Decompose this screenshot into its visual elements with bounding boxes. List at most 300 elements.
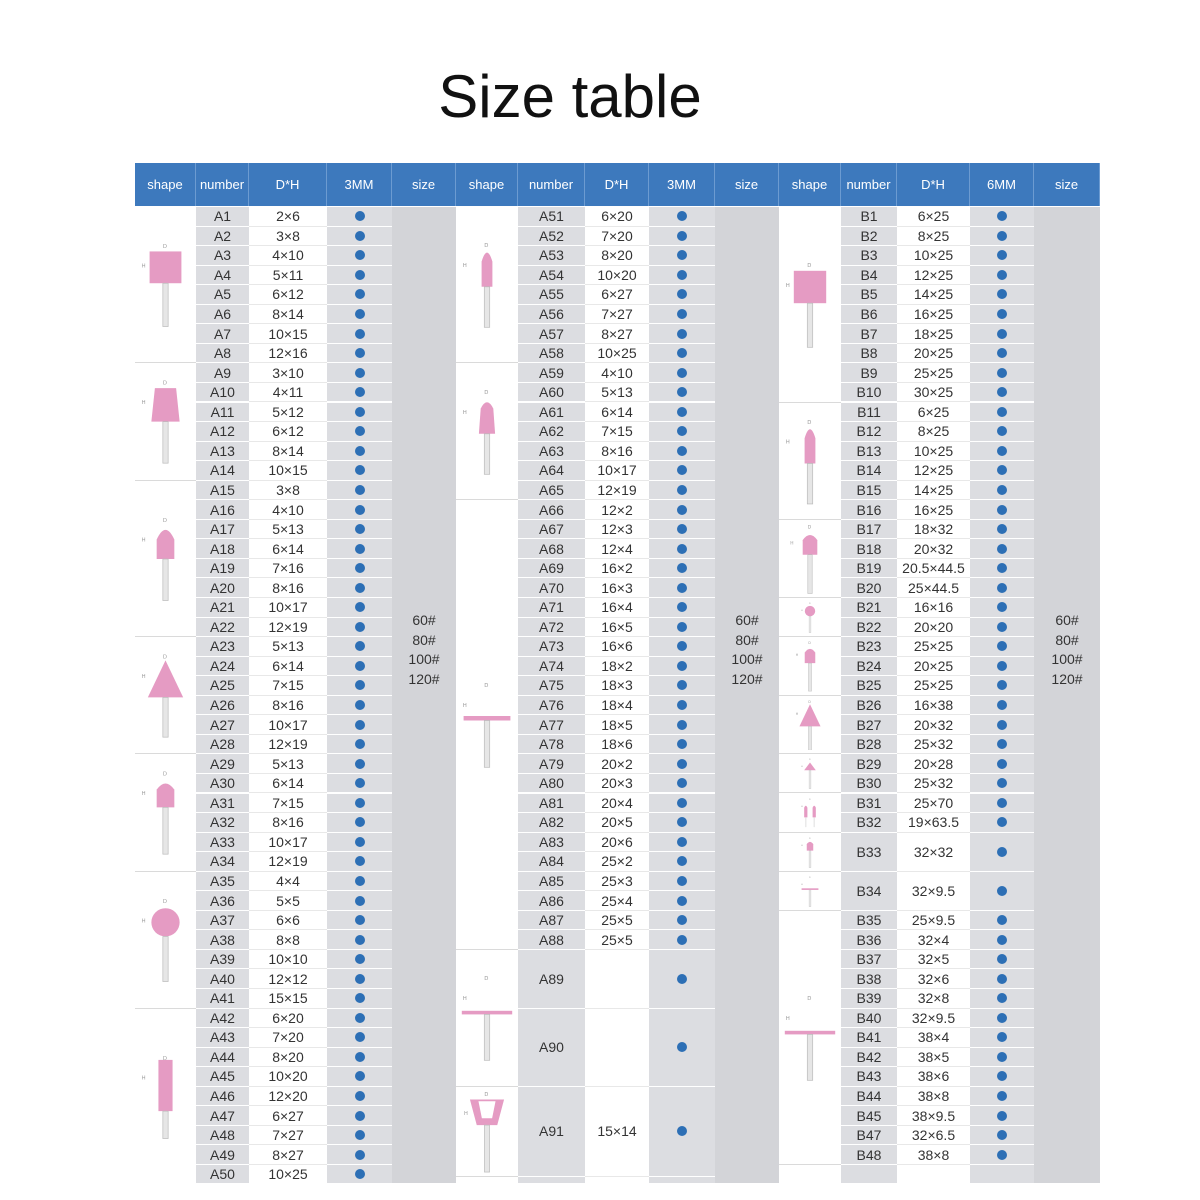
dh-cell: 16×25 (897, 305, 970, 325)
availability-cell (970, 735, 1034, 755)
empty-cell (518, 1177, 585, 1183)
availability-dot (997, 993, 1007, 1003)
availability-cell (327, 989, 392, 1009)
number-cell: A52 (518, 227, 585, 247)
dh-cell: 12×2 (585, 500, 649, 520)
dh-cell: 7×15 (249, 676, 327, 696)
svg-text:D: D (484, 243, 489, 250)
availability-cell (649, 383, 715, 403)
grit-size: 120# (408, 670, 440, 687)
availability-dot (997, 974, 1007, 984)
availability-dot (997, 485, 1007, 495)
dh-cell: 5×13 (249, 637, 327, 657)
number-cell: A36 (196, 891, 249, 911)
number-cell: B31 (841, 794, 897, 814)
dh-cell: 12×19 (249, 735, 327, 755)
grit-size: 120# (731, 670, 763, 687)
header-shank: 3MM (327, 163, 392, 206)
svg-text:H: H (801, 610, 803, 613)
header-dh: D*H (249, 163, 327, 206)
availability-dot (997, 270, 1007, 280)
availability-dot (997, 778, 1007, 788)
availability-cell (970, 1009, 1034, 1029)
availability-dot (677, 446, 687, 456)
availability-dot (355, 309, 365, 319)
availability-dot (355, 720, 365, 730)
empty-cell (779, 1165, 841, 1183)
grit-size: 80# (412, 631, 436, 648)
availability-dot (355, 798, 365, 808)
dh-cell: 5×5 (249, 891, 327, 911)
availability-dot (997, 407, 1007, 417)
dh-cell: 20×4 (585, 794, 649, 814)
grit-size: 80# (1055, 631, 1079, 648)
svg-text:D: D (809, 759, 811, 762)
number-cell: A64 (518, 461, 585, 481)
dh-cell: 12×19 (585, 481, 649, 501)
number-cell: A5 (196, 285, 249, 305)
number-cell: A68 (518, 539, 585, 559)
number-cell: B8 (841, 344, 897, 364)
svg-text:D: D (162, 654, 167, 661)
availability-cell (327, 539, 392, 559)
header-size: size (1034, 163, 1100, 206)
availability-dot (355, 505, 365, 515)
availability-dot (355, 387, 365, 397)
svg-text:D: D (162, 899, 167, 906)
dh-cell: 10×25 (897, 246, 970, 266)
svg-text:H: H (801, 805, 803, 808)
dh-cell: 10×15 (249, 324, 327, 344)
grit-size: 100# (1051, 651, 1083, 667)
availability-cell (327, 559, 392, 579)
dh-cell: 32×9.5 (897, 872, 970, 911)
ball-icon (139, 885, 192, 995)
dh-cell: 20×3 (585, 774, 649, 794)
dh-cell: 5×13 (585, 383, 649, 403)
shape-cell (135, 754, 196, 871)
svg-text:H: H (141, 263, 146, 270)
dh-cell: 18×3 (585, 676, 649, 696)
number-cell: B21 (841, 598, 897, 618)
dh-cell: 12×16 (249, 344, 327, 364)
shape-cell (135, 872, 196, 1009)
availability-cell (327, 794, 392, 814)
availability-dot (677, 465, 687, 475)
dh-cell: 8×16 (585, 442, 649, 462)
availability-cell (970, 285, 1034, 305)
number-cell: A43 (196, 1028, 249, 1048)
availability-dot (355, 837, 365, 847)
number-cell: A61 (518, 403, 585, 423)
number-cell: A45 (196, 1067, 249, 1087)
availability-cell (970, 833, 1034, 872)
number-cell: A67 (518, 520, 585, 540)
disc-icon (783, 876, 837, 907)
svg-text:H: H (141, 537, 146, 544)
number-cell: A19 (196, 559, 249, 579)
availability-dot (677, 720, 687, 730)
dome-cylinder-icon (139, 758, 192, 867)
availability-cell (649, 735, 715, 755)
availability-dot (355, 935, 365, 945)
svg-text:D: D (162, 771, 167, 778)
number-cell: A11 (196, 403, 249, 423)
dh-cell: 3×8 (249, 481, 327, 501)
availability-cell (649, 344, 715, 364)
number-cell: B34 (841, 872, 897, 911)
svg-text:D: D (809, 876, 811, 879)
availability-cell (649, 696, 715, 716)
svg-text:H: H (462, 703, 467, 710)
number-cell: A57 (518, 324, 585, 344)
availability-cell (327, 403, 392, 423)
number-cell: A90 (518, 1009, 585, 1087)
availability-dot (997, 847, 1007, 857)
number-cell: B4 (841, 266, 897, 286)
availability-cell (970, 1067, 1034, 1087)
availability-cell (327, 1106, 392, 1126)
slim-bullet-icon (460, 230, 514, 340)
dh-cell: 5×13 (249, 754, 327, 774)
dh-cell: 12×4 (585, 539, 649, 559)
cone-icon (139, 641, 192, 750)
number-cell: B44 (841, 1087, 897, 1107)
availability-cell (327, 1165, 392, 1183)
number-cell: B24 (841, 657, 897, 677)
shape-cell (135, 637, 196, 754)
dh-cell: 25×2 (585, 852, 649, 872)
availability-dot (355, 563, 365, 573)
number-cell: A26 (196, 696, 249, 716)
shape-cell (779, 598, 841, 637)
availability-dot (997, 524, 1007, 534)
dh-cell: 16×5 (585, 618, 649, 638)
shape-cell (779, 637, 841, 696)
number-cell: A16 (196, 500, 249, 520)
dh-cell: 12×25 (897, 266, 970, 286)
header-dh: D*H (585, 163, 649, 206)
availability-dot (997, 583, 1007, 593)
availability-dot (677, 1126, 687, 1136)
number-cell: A54 (518, 266, 585, 286)
number-cell: A39 (196, 950, 249, 970)
svg-text:D: D (808, 699, 811, 704)
number-cell: A81 (518, 794, 585, 814)
number-cell: A83 (518, 833, 585, 853)
availability-cell (649, 539, 715, 559)
number-cell: A18 (196, 539, 249, 559)
number-cell: A46 (196, 1087, 249, 1107)
svg-text:H: H (795, 652, 799, 657)
availability-dot (355, 270, 365, 280)
availability-cell (970, 676, 1034, 696)
dh-cell: 14×25 (897, 481, 970, 501)
dh-cell: 10×17 (249, 833, 327, 853)
availability-dot (997, 700, 1007, 710)
availability-cell (970, 500, 1034, 520)
slim-bullet-icon (783, 407, 837, 516)
dh-cell: 25×5 (585, 911, 649, 931)
svg-text:D: D (809, 798, 811, 801)
availability-dot (997, 661, 1007, 671)
availability-dot (997, 231, 1007, 241)
availability-dot (355, 544, 365, 554)
header-number: number (841, 163, 897, 206)
shape-cell (135, 207, 196, 363)
availability-dot (677, 798, 687, 808)
availability-cell (970, 1106, 1034, 1126)
svg-text:D: D (484, 1091, 489, 1098)
empty-cell (649, 1177, 715, 1183)
number-cell: B43 (841, 1067, 897, 1087)
number-cell: A69 (518, 559, 585, 579)
shape-cell (135, 481, 196, 637)
availability-cell (327, 305, 392, 325)
shape-cell (779, 403, 841, 520)
dh-cell: 6×12 (249, 422, 327, 442)
number-cell: A1 (196, 207, 249, 227)
block-separator (1100, 207, 1101, 1183)
availability-dot (997, 446, 1007, 456)
availability-dot (355, 1091, 365, 1101)
availability-cell (970, 422, 1034, 442)
dh-cell: 4×10 (249, 246, 327, 266)
dh-cell: 18×6 (585, 735, 649, 755)
availability-cell (649, 852, 715, 872)
availability-dot (997, 680, 1007, 690)
availability-dot (677, 563, 687, 573)
svg-text:H: H (795, 711, 799, 716)
grit-sizes (1034, 611, 1100, 689)
availability-cell (327, 833, 392, 853)
availability-cell (649, 324, 715, 344)
header-number: number (518, 163, 585, 206)
availability-dot (997, 1111, 1007, 1121)
availability-dot (355, 583, 365, 593)
availability-cell (649, 774, 715, 794)
availability-dot (677, 544, 687, 554)
number-cell: B9 (841, 363, 897, 383)
availability-dot (997, 1150, 1007, 1160)
number-cell: B23 (841, 637, 897, 657)
number-cell: A84 (518, 852, 585, 872)
number-cell: B29 (841, 754, 897, 774)
dh-cell: 14×25 (897, 285, 970, 305)
grit-size: 100# (408, 651, 440, 667)
header-shape: shape (779, 163, 841, 206)
number-cell: A31 (196, 794, 249, 814)
dh-cell: 6×25 (897, 403, 970, 423)
number-cell: B17 (841, 520, 897, 540)
availability-cell (970, 989, 1034, 1009)
number-cell: A58 (518, 344, 585, 364)
number-cell: B3 (841, 246, 897, 266)
number-cell: A51 (518, 207, 585, 227)
number-cell: A42 (196, 1009, 249, 1029)
number-cell: A85 (518, 872, 585, 892)
dome-cylinder-icon (783, 524, 837, 594)
number-cell: A53 (518, 246, 585, 266)
availability-dot (677, 739, 687, 749)
number-cell: A25 (196, 676, 249, 696)
shape-cell (456, 950, 518, 1087)
availability-dot (677, 485, 687, 495)
availability-dot (355, 524, 365, 534)
availability-cell (327, 618, 392, 638)
empty-cell (456, 1177, 518, 1183)
grit-sizes (715, 611, 779, 689)
number-cell: B14 (841, 461, 897, 481)
availability-dot (677, 505, 687, 515)
dh-cell: 25×32 (897, 735, 970, 755)
cup-icon (460, 1091, 514, 1173)
number-cell: A48 (196, 1126, 249, 1146)
number-cell: B35 (841, 911, 897, 931)
number-cell: B37 (841, 950, 897, 970)
availability-cell (327, 246, 392, 266)
availability-cell (970, 911, 1034, 931)
availability-cell (970, 637, 1034, 657)
number-cell: A77 (518, 715, 585, 735)
tapered-cylinder-icon (139, 367, 192, 476)
availability-dot (355, 739, 365, 749)
number-cell: A62 (518, 422, 585, 442)
header-shape: shape (456, 163, 518, 206)
availability-cell (327, 1145, 392, 1165)
dh-cell: 32×32 (897, 833, 970, 872)
availability-cell (649, 520, 715, 540)
number-cell: B25 (841, 676, 897, 696)
dh-cell: 12×19 (249, 618, 327, 638)
dh-cell: 8×27 (585, 324, 649, 344)
availability-cell (327, 500, 392, 520)
dh-cell: 7×27 (585, 305, 649, 325)
dh-cell: 5×13 (249, 520, 327, 540)
availability-cell (970, 578, 1034, 598)
dh-cell: 4×10 (585, 363, 649, 383)
shape-cell (779, 207, 841, 403)
number-cell: A72 (518, 618, 585, 638)
dh-cell: 6×20 (585, 207, 649, 227)
number-cell: A78 (518, 735, 585, 755)
number-cell: A37 (196, 911, 249, 931)
availability-dot (997, 935, 1007, 945)
shape-cell (135, 1009, 196, 1183)
availability-cell (327, 715, 392, 735)
svg-text:D: D (162, 244, 167, 251)
availability-cell (649, 950, 715, 1009)
availability-cell (970, 813, 1034, 833)
square-cylinder-icon (783, 250, 837, 360)
dh-cell (585, 1009, 649, 1087)
availability-cell (327, 442, 392, 462)
number-cell: A89 (518, 950, 585, 1009)
number-cell: A50 (196, 1165, 249, 1183)
empty-cell (897, 1165, 970, 1183)
availability-cell (649, 657, 715, 677)
availability-dot (355, 1013, 365, 1023)
availability-dot (355, 250, 365, 260)
dh-cell: 6×20 (249, 1009, 327, 1029)
availability-dot (997, 309, 1007, 319)
availability-dot (677, 524, 687, 534)
availability-cell (970, 363, 1034, 383)
dh-cell: 25×25 (897, 637, 970, 657)
number-cell: B15 (841, 481, 897, 501)
dh-cell: 6×14 (585, 403, 649, 423)
dh-cell: 16×16 (897, 598, 970, 618)
availability-cell (970, 794, 1034, 814)
ball-icon (783, 602, 837, 633)
dh-cell: 10×25 (585, 344, 649, 364)
availability-cell (649, 930, 715, 950)
header-shank: 3MM (649, 163, 715, 206)
availability-cell (327, 950, 392, 970)
number-cell: A27 (196, 715, 249, 735)
dh-cell: 25×32 (897, 774, 970, 794)
shape-cell (779, 520, 841, 598)
wide-disc-icon (783, 983, 837, 1093)
number-cell: A70 (518, 578, 585, 598)
availability-cell (649, 1009, 715, 1087)
availability-cell (327, 207, 392, 227)
availability-dot (355, 426, 365, 436)
availability-cell (649, 246, 715, 266)
availability-cell (327, 481, 392, 501)
number-cell: A15 (196, 481, 249, 501)
availability-cell (327, 735, 392, 755)
availability-cell (327, 1067, 392, 1087)
shape-cell (456, 207, 518, 363)
availability-dot (997, 368, 1007, 378)
availability-cell (649, 559, 715, 579)
number-cell: A87 (518, 911, 585, 931)
number-cell: A60 (518, 383, 585, 403)
availability-dot (997, 329, 1007, 339)
availability-cell (327, 774, 392, 794)
availability-cell (327, 872, 392, 892)
availability-dot (677, 250, 687, 260)
availability-dot (355, 368, 365, 378)
availability-dot (997, 602, 1007, 612)
availability-cell (327, 461, 392, 481)
dh-cell: 8×27 (249, 1145, 327, 1165)
number-cell: A9 (196, 363, 249, 383)
availability-cell (970, 539, 1034, 559)
dh-cell: 4×10 (249, 500, 327, 520)
availability-dot (355, 485, 365, 495)
availability-dot (997, 798, 1007, 808)
availability-cell (649, 637, 715, 657)
number-cell: B42 (841, 1048, 897, 1068)
availability-dot (355, 1032, 365, 1042)
availability-cell (649, 715, 715, 735)
availability-dot (997, 544, 1007, 554)
number-cell: A80 (518, 774, 585, 794)
availability-dot (997, 1013, 1007, 1023)
availability-cell (327, 930, 392, 950)
dh-cell: 16×2 (585, 559, 649, 579)
availability-dot (677, 856, 687, 866)
availability-dot (355, 289, 365, 299)
number-cell: A44 (196, 1048, 249, 1068)
number-cell: B6 (841, 305, 897, 325)
size-table (135, 163, 1101, 1183)
svg-text:H: H (801, 844, 803, 847)
number-cell: B36 (841, 930, 897, 950)
availability-cell (327, 598, 392, 618)
